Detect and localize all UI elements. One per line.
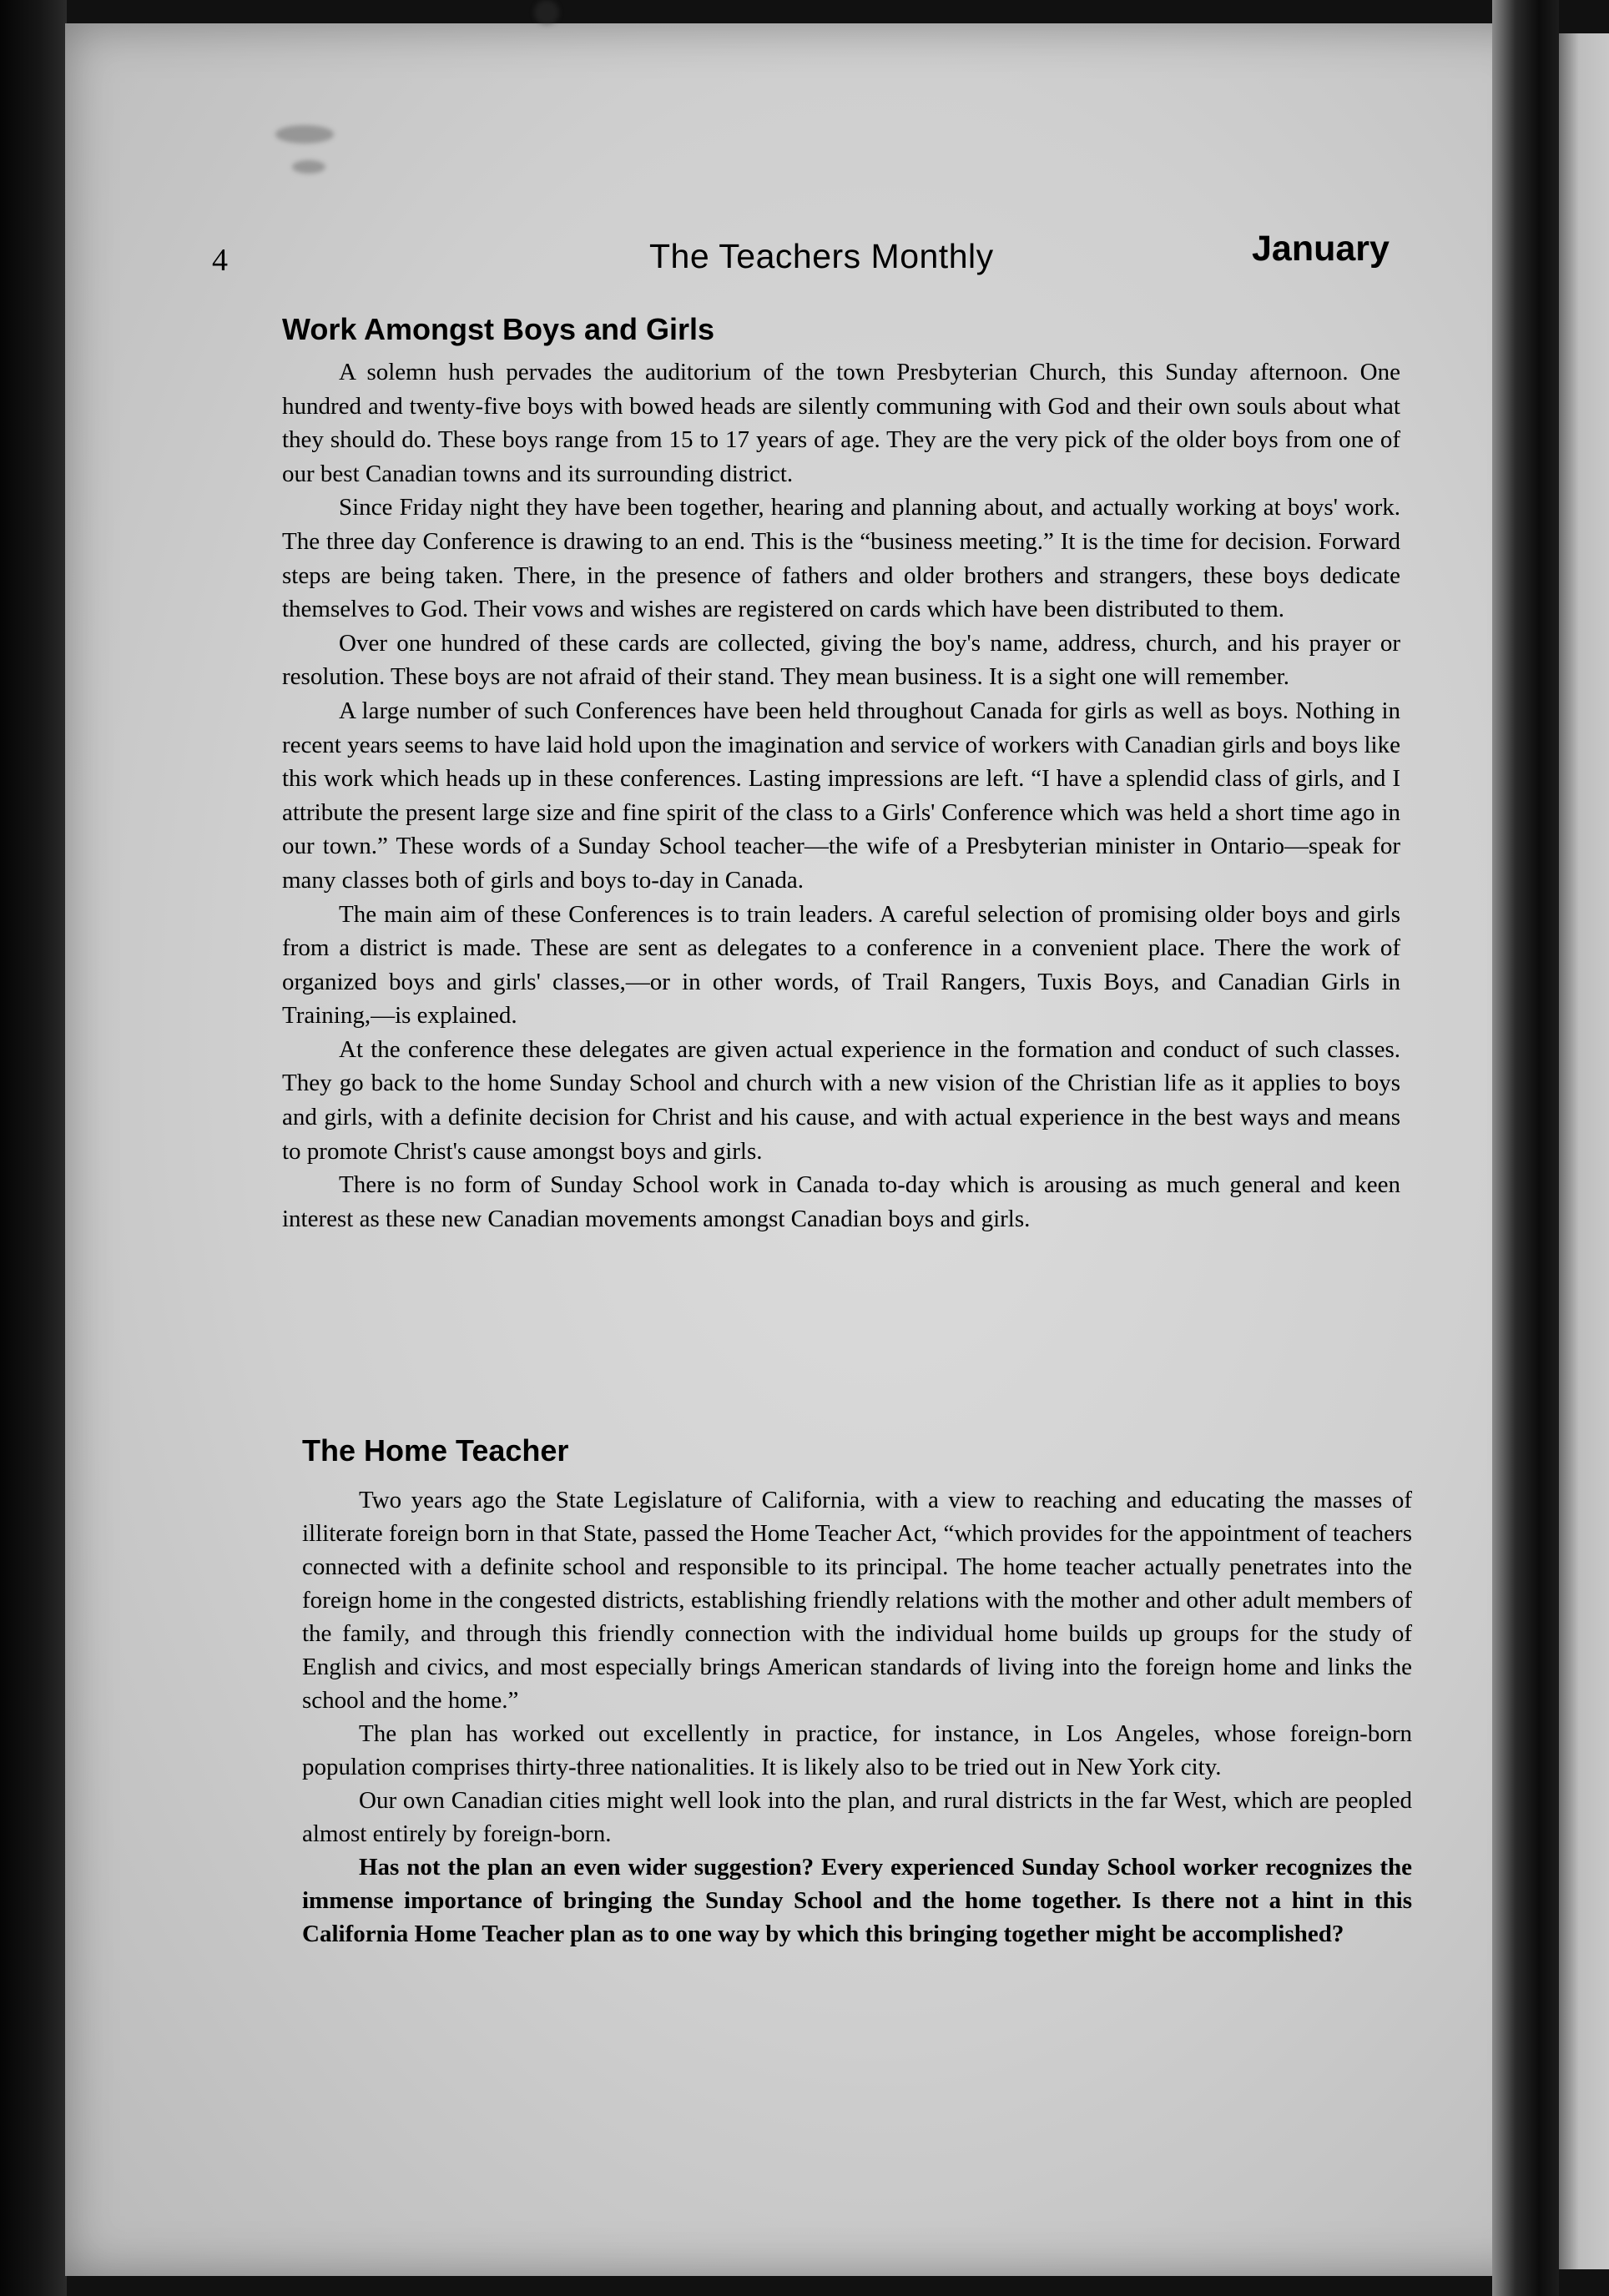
article-paragraph: Since Friday night they have been together, hearing and planning about, and actually working at boys' work. The three day Conference is drawing to an end. This is the “business meeting.” It is the time for decision. Forward steps are being taken. There, in the presence of fathers and older brothers and strangers, these boys dedicate themselves to God. Their vows and wishes are registered on cards which have been distributed to them. xyxy=(282,494,1400,623)
page-fold-shadow xyxy=(1492,0,1559,2296)
adjacent-page-edge xyxy=(1559,33,1609,2269)
article-title: The Home Teacher xyxy=(302,1433,569,1468)
ink-smudge xyxy=(292,160,325,174)
article-paragraph: Over one hundred of these cards are collected, giving the boy's name, address, church, and his prayer or resolution. These boys are not afraid of their stand. They mean business. It is a sight one will remember. xyxy=(282,629,1400,691)
article-paragraph: There is no form of Sunday School work in Canada to-day which is arousing as much general and keen interest as these new Canadian movements amongst Canadian boys and girls. xyxy=(282,1171,1400,1232)
page-number: 4 xyxy=(212,243,228,278)
binding-gutter xyxy=(0,0,67,2296)
article-paragraph: A large number of such Conferences have been held throughout Canada for girls as well as boys. Nothing in recent years seems to have laid hold upon the imagination and service of workers with Canadian girls and boys like this work which heads up in these conferences. Lasting impressions are left. “I have a splendid class of girls, and I attribute the present large size and fine spirit of the class to a Girls' Conference which was held a short time ago in our town.” These words of a Sunday School teacher—the wife of a Presbyterian minister in Ontario—speak for many classes both of girls and boys to-day in Canada. xyxy=(282,697,1400,894)
journal-title: The Teachers Monthly xyxy=(649,237,994,275)
article-paragraph: A solemn hush pervades the auditorium of the town Presbyterian Church, this Sunday afternoon. One hundred and twenty-five boys with bowed heads are silently communing with God and their own souls about what they should do. These boys range from 15 to 17 years of age. They are the very pick of the older boys from one of our best Canadian towns and its surrounding district. xyxy=(282,359,1400,487)
article-paragraph: The plan has worked out excellently in practice, for instance, in Los Angeles, whose foreign-born population comprises thirty-three nationalities. It is likely also to be tried out in New York city. xyxy=(302,1720,1412,1780)
ink-smudge xyxy=(275,125,334,144)
article-paragraph: The main aim of these Conferences is to train leaders. A careful selection of promising older boys and girls from a district is made. These are sent as delegates to a conference in a convenient place. There the work of organized boys and girls' classes,—or in other words, of Trail Rangers, Tuxis Boys, and Canadian Girls in Training,—is explained. xyxy=(282,900,1400,1030)
article-paragraph: At the conference these delegates are given actual experience in the formation and conduct of such classes. They go back to the home Sunday School and church with a new vision of the Christian life as it applies to boys and girls, with a definite decision for Christ and his cause, and with actual experience in the best ways and means to promote Christ's cause amongst boys and girls. xyxy=(282,1035,1400,1165)
article-paragraph: Has not the plan an even wider suggestion? Every experienced Sunday School worker recognizes the immense importance of bringing the Sunday School and the home together. Is there not a hint in this California Home Teacher plan as to one way by which this bringing together might be accomplished? xyxy=(302,1854,1412,1947)
issue-month: January xyxy=(1252,229,1390,269)
article-title: Work Amongst Boys and Girls xyxy=(282,312,715,346)
article-paragraph: Our own Canadian cities might well look into the plan, and rural districts in the far West, which are peopled almost entirely by foreign-born. xyxy=(302,1787,1412,1847)
article-paragraph: Two years ago the State Legislature of California, with a view to reaching and educating the masses of illiterate foreign born in that State, passed the Home Teacher Act, “which provides for the appointment of teachers connected with a definite school and responsible to its principal. The home teacher actually penetrates into the foreign home in the congested districts, establishing friendly relations with the mother and other adult members of the family, and through this friendly connection with the individual home builds up groups for the study of English and civics, and most especially brings American standards of living into the foreign home and links the school and the home.” xyxy=(302,1487,1412,1714)
ink-smudge xyxy=(534,0,559,25)
article-home-teacher xyxy=(302,1433,1412,1951)
article-boys-and-girls xyxy=(282,312,1400,1236)
